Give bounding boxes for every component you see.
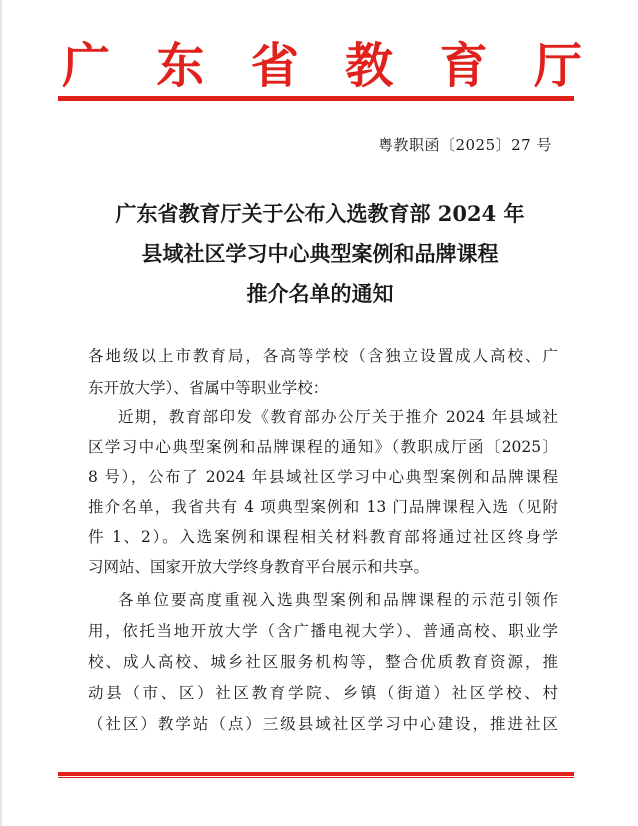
footer-red-rule	[58, 772, 574, 778]
masthead-char: 省	[250, 38, 299, 94]
masthead-red-rule	[58, 96, 574, 101]
masthead-char: 广	[62, 38, 111, 94]
paragraph-line: 区学习中心典型案例和品牌课程的通知》（教职成厅函〔2025〕	[88, 438, 558, 456]
document-title-line: 推介名单的通知	[246, 281, 394, 306]
paragraph-line: 各单位要高度重视入选典型案例和品牌课程的示范引领作	[118, 591, 558, 609]
paragraph-line: 8 号），公布了 2024 年县域社区学习中心典型案例和品牌课程	[88, 468, 558, 486]
paragraph-line: 习网站、国家开放大学终身教育平台展示和共享。	[88, 558, 430, 576]
document-number: 粤教职函〔2025〕27 号	[377, 136, 552, 154]
paragraph-line: （社区）教学站（点）三级县域社区学习中心建设，推进社区	[88, 715, 558, 733]
masthead-char: 教	[345, 38, 394, 94]
paragraph-line: 用，依托当地开放大学（含广播电视大学）、普通高校、职业学	[88, 622, 558, 640]
paragraph-line: 动县（市、区）社区教育学院、乡镇（街道）社区学校、村	[88, 684, 558, 702]
paragraph-line: 推介名单，我省共有 4 项典型案例和 13 门品牌课程入选（见附	[88, 498, 558, 516]
salutation-line: 东开放大学）、省属中等职业学校：	[88, 379, 329, 397]
paragraph-line: 校、成人高校、城乡社区服务机构等，整合优质教育资源，推	[88, 653, 558, 671]
masthead-char: 厅	[533, 38, 582, 94]
masthead-title	[62, 38, 582, 94]
paragraph-line: 近期，教育部印发《教育部办公厅关于推介 2024 年县域社	[118, 408, 558, 426]
salutation-line: 各地级以上市教育局，各高等学校（含独立设置成人高校、广	[88, 347, 558, 365]
masthead-char: 育	[439, 38, 488, 94]
document-title-line: 县域社区学习中心典型案例和品牌课程	[141, 241, 499, 266]
paragraph-line: 件 1、2）。入选案例和课程相关材料教育部将通过社区终身学	[88, 528, 558, 546]
document-title-line: 广东省教育厅关于公布入选教育部 2024 年	[115, 201, 525, 226]
masthead-char: 东	[156, 38, 205, 94]
page-edge	[0, 0, 2, 826]
